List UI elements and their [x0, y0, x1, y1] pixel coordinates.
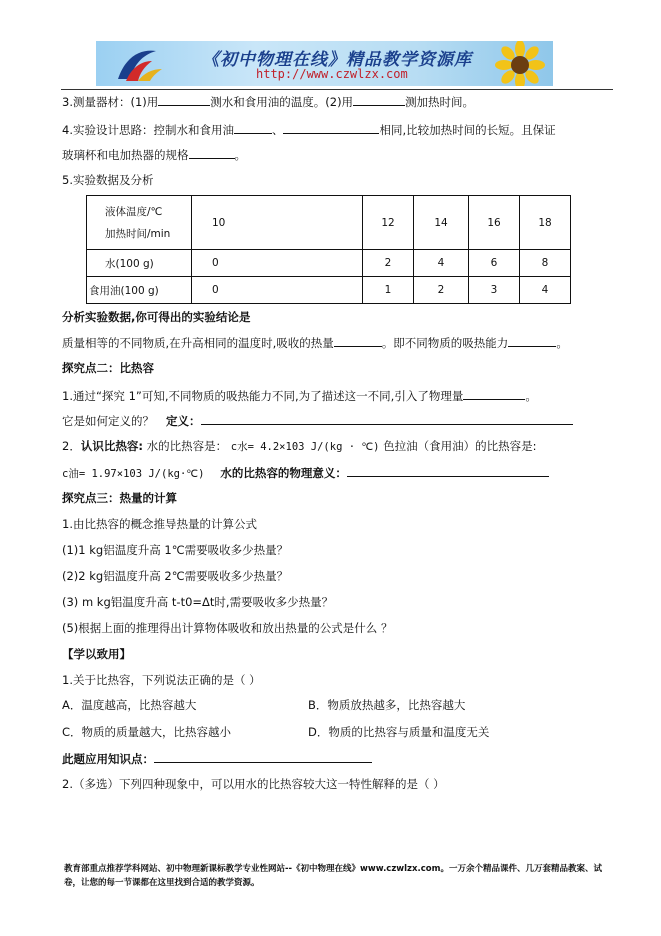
section-heading-3: 探究点三：热量的计算	[62, 491, 177, 505]
text-l4b: 、	[271, 123, 284, 137]
label-definition: 定义：	[166, 414, 201, 428]
option-d[interactable]: D．物质的比热容与质量和温度无关	[308, 725, 490, 739]
temp-cell: 10	[192, 196, 363, 250]
knowledge-point-line	[62, 750, 372, 767]
logo-icon	[112, 45, 172, 85]
value-cell: 4	[414, 250, 469, 277]
conclusion-title: 分析实验数据,你可得出的实验结论是	[62, 310, 251, 324]
s2-line-3	[62, 438, 537, 455]
value-cell: 3	[469, 277, 520, 304]
value-cell: 4	[520, 277, 571, 304]
temp-cell: 18	[520, 196, 571, 250]
blank-quantity[interactable]	[463, 387, 525, 400]
text-l4: 4.实验设计思路：控制水和食用油	[62, 123, 234, 137]
value-cell: 8	[520, 250, 571, 277]
conclusion-line	[62, 334, 568, 351]
page-footer: 教育部重点推荐学科网站、初中物理新课标教学专业性网站--《初中物理在线》www.czwlzx.com。一万余个精品课件、几万套精品教案、试卷，让您的每一节课都在这里找到合适的教学资源。	[64, 864, 602, 888]
text-l4e: 。	[234, 148, 246, 162]
text-l4c: 相同,比较加热时间的长短。且保证	[379, 123, 556, 137]
banner-url[interactable]: http://www.czwlzx.com	[256, 67, 408, 81]
value-cell: 0	[192, 277, 363, 304]
text-s2-1e: 。	[525, 389, 537, 403]
value-cell: 6	[469, 250, 520, 277]
text-water-c: c水= 4.2×103 J/(kg · ℃)	[230, 441, 380, 453]
header-temp: 液体温度/℃	[105, 205, 163, 218]
value-cell: 2	[363, 250, 414, 277]
s2-line-1	[62, 387, 537, 404]
text-oil-c: c油= 1.97×103 J/(kg·℃)	[62, 468, 205, 480]
text-conclusion-b: 。即不同物质的吸热能力	[381, 336, 509, 350]
banner-title: 《初中物理在线》精品教学资源库	[202, 50, 472, 70]
sunflower-icon	[488, 41, 553, 86]
design-idea-line-2	[62, 146, 246, 163]
temp-cell: 12	[363, 196, 414, 250]
s3-line-5: (5)根据上面的推理得出计算物体吸收和放出热量的公式是什么 ？	[62, 621, 393, 635]
blank-meaning[interactable]	[347, 464, 549, 477]
temp-cell: 14	[414, 196, 469, 250]
data-analysis-heading: 5.实验数据及分析	[62, 173, 154, 187]
s3-line-2: (1)1 kg铝温度升高 1℃需要吸收多少热量？	[62, 543, 289, 557]
blank-timer[interactable]	[353, 93, 405, 106]
text-s2-2: 它是如何定义的？	[62, 414, 154, 428]
option-a[interactable]: A．温度越高，比热容越大	[62, 698, 197, 712]
question-2: 2.（多选）下列四种现象中，可以用水的比热容较大这一特性解释的是（ ）	[62, 777, 445, 791]
text-conclusion: 质量相等的不同物质,在升高相同的温度时,吸收的热量	[62, 336, 334, 350]
s3-line-3: (2)2 kg铝温度升高 2℃需要吸收多少热量？	[62, 569, 289, 583]
text-s2-3a: 2．	[62, 439, 81, 453]
row-label-water: 水(100 g)	[87, 250, 192, 277]
text-l4d: 玻璃杯和电加热器的规格	[62, 148, 189, 162]
label-know-heat: 认识比热容:	[80, 439, 143, 453]
text-conclusion-c: 。	[556, 336, 568, 350]
blank-spec[interactable]	[189, 146, 235, 159]
blank-control-1[interactable]	[234, 121, 272, 134]
blank-thermometer[interactable]	[158, 93, 210, 106]
label-knowledge-point: 此题应用知识点：	[62, 752, 154, 766]
value-cell: 2	[414, 277, 469, 304]
blank-heat[interactable]	[334, 334, 382, 347]
option-c[interactable]: C．物质的质量越大，比热容越小	[62, 725, 232, 739]
row-label-oil: 食用油(100 g)	[87, 277, 192, 304]
text-s2-1: 1.通过“探究 1”可知,不同物质的吸热能力不同,为了描述这一不同,引入了物理量	[62, 389, 464, 403]
question-1: 1.关于比热容，下列说法正确的是（ ）	[62, 673, 261, 687]
table-header-cell	[87, 196, 192, 250]
option-b[interactable]: B．物质放热越多，比热容越大	[308, 698, 466, 712]
design-idea-line	[62, 121, 556, 138]
s3-line-1: 1.由比热容的概念推导热量的计算公式	[62, 517, 257, 531]
apply-heading: 【学以致用】	[62, 647, 131, 661]
data-table	[86, 195, 571, 304]
temp-cell: 16	[469, 196, 520, 250]
table-row	[87, 277, 571, 304]
blank-control-2[interactable]	[283, 121, 379, 134]
table-row	[87, 250, 571, 277]
header-banner	[96, 41, 553, 86]
value-cell: 1	[363, 277, 414, 304]
header-time: 加热时间/min	[105, 227, 171, 240]
blank-ability[interactable]	[508, 334, 556, 347]
text-s2-3c: 水的比热容是：	[142, 439, 231, 453]
section-heading-2: 探究点二：比热容	[62, 361, 154, 375]
text-l3: 3.测量器材：(1)用	[62, 95, 159, 109]
s3-line-4: (3) m kg铝温度升高 t-t0=Δt时,需要吸收多少热量？	[62, 595, 334, 609]
text-l3c: 测加热时间。	[405, 95, 475, 109]
header-rule	[61, 89, 613, 90]
text-l3b: 测水和食用油的温度。(2)用	[210, 95, 354, 109]
text-s2-3e: 色拉油（食用油）的比热容是:	[379, 439, 537, 453]
s2-line-2	[62, 412, 573, 429]
s2-line-4	[62, 464, 549, 482]
blank-definition[interactable]	[201, 412, 573, 425]
label-meaning: 水的比热容的物理意义：	[220, 466, 347, 480]
value-cell: 0	[192, 250, 363, 277]
blank-knowledge-point[interactable]	[154, 750, 372, 763]
measuring-tools-line	[62, 93, 474, 110]
